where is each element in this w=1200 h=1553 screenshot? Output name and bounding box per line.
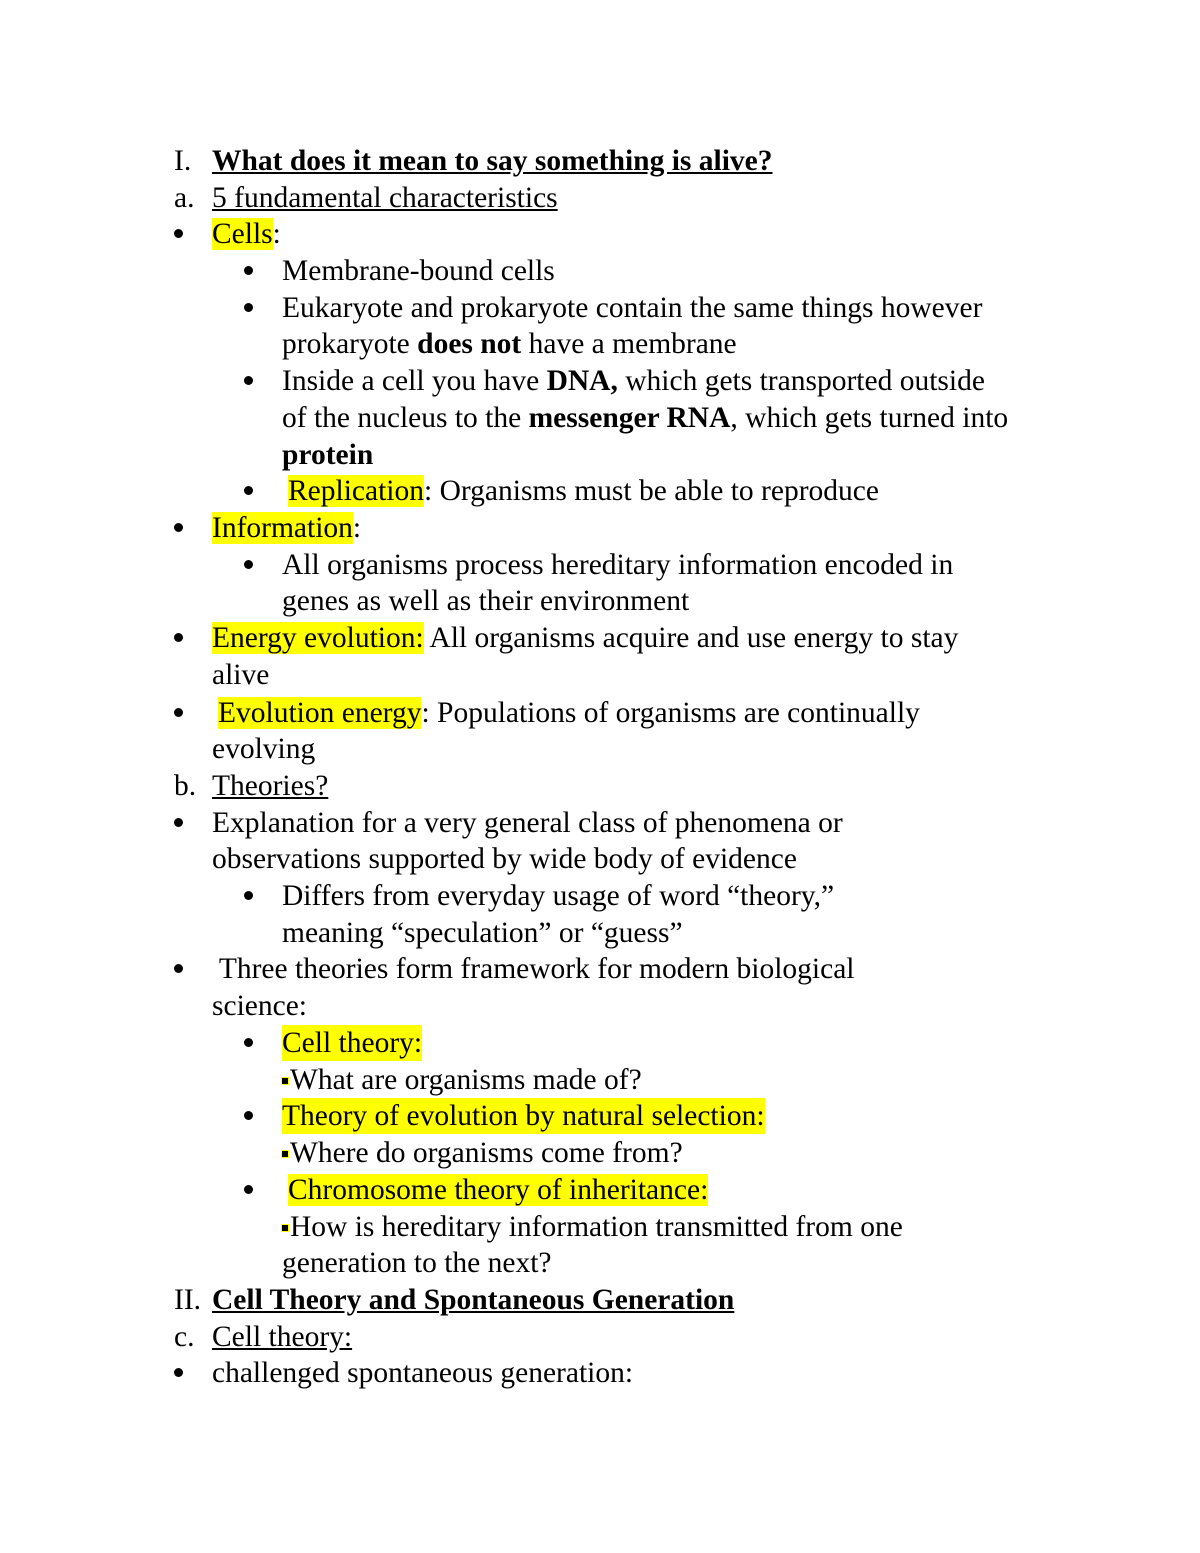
bullet-icon	[174, 510, 183, 546]
cells-text: Cells:	[212, 218, 281, 250]
eukaryote-line-1: Eukaryote and prokaryote contain the same things however	[282, 292, 983, 324]
natural-selection-highlight: Theory of evolution by natural selection:	[282, 1100, 765, 1132]
bullet-icon	[244, 1172, 253, 1208]
hereditary-line-1: All organisms process hereditary information encoded in	[282, 549, 954, 581]
cell-theory-question: What are organisms made of?	[282, 1062, 642, 1098]
bullet-icon	[174, 1355, 183, 1391]
item-a-label: 5 fundamental characteristics	[212, 182, 558, 214]
membrane-text: Membrane-bound cells	[282, 255, 555, 287]
item-a-marker: a.	[174, 182, 195, 214]
item-b-marker: b.	[174, 770, 197, 802]
energy-text: Energy evolution: All organisms acquire and use energy to stay	[212, 622, 959, 654]
evolution-text: Evolution energy: Populations of organisms are continually	[218, 697, 920, 729]
evolution-line-2: evolving	[212, 733, 316, 765]
bullet-icon	[244, 1025, 253, 1061]
replication-highlight: Replication	[288, 475, 424, 507]
eukaryote-line-2: prokaryote does not have a membrane	[282, 328, 737, 360]
bullet-icon	[174, 620, 183, 656]
item-b-label: Theories?	[212, 770, 329, 802]
bullet-icon	[244, 253, 253, 289]
energy-line-2: alive	[212, 659, 270, 691]
bullet-icon	[174, 695, 183, 731]
bullet-icon	[244, 878, 253, 914]
section-2-heading: Cell Theory and Spontaneous Generation	[212, 1284, 735, 1316]
cells-highlight: Cells	[212, 218, 273, 250]
natural-selection-question: Where do organisms come from?	[282, 1135, 683, 1171]
chromosome-question-2: generation to the next?	[282, 1247, 552, 1279]
bullet-icon	[244, 1098, 253, 1134]
item-c-marker: c.	[174, 1321, 195, 1353]
dna-bold: DNA,	[546, 365, 618, 397]
three-theories-line-2: science:	[212, 990, 307, 1022]
section-1-heading: What does it mean to say something is alive?	[212, 145, 773, 177]
chromosome-question-1: How is hereditary information transmitted from one	[282, 1209, 903, 1245]
section-1-numeral: I.	[174, 145, 192, 177]
chromosome-highlight: Chromosome theory of inheritance:	[288, 1174, 709, 1206]
square-bullet-icon	[282, 1151, 288, 1157]
three-theories-line-1: Three theories form framework for modern biological	[212, 953, 855, 985]
does-not-bold: does not	[417, 328, 522, 360]
explanation-line-2: observations supported by wide body of evidence	[212, 843, 797, 875]
bullet-icon	[244, 547, 253, 583]
chromosome-text	[288, 1172, 708, 1208]
square-bullet-icon	[282, 1225, 288, 1231]
dna-line-2: of the nucleus to the messenger RNA, which gets turned into	[282, 402, 1009, 434]
differs-line-1: Differs from everyday usage of word “theory,”	[282, 880, 835, 912]
mrna-bold: messenger RNA	[528, 402, 731, 434]
section-2-numeral: II.	[174, 1284, 202, 1316]
bullet-icon	[174, 951, 183, 987]
dna-line-1: Inside a cell you have DNA, which gets transported outside	[282, 365, 985, 397]
challenged-text: challenged spontaneous generation:	[212, 1357, 634, 1389]
explanation-line-1: Explanation for a very general class of phenomena or	[212, 807, 843, 839]
evolution-highlight: Evolution energy	[218, 697, 422, 729]
bullet-icon	[174, 805, 183, 841]
bullet-icon	[244, 473, 253, 509]
hereditary-line-2: genes as well as their environment	[282, 585, 690, 617]
square-bullet-icon	[282, 1078, 288, 1084]
differs-line-2: meaning “speculation” or “guess”	[282, 917, 683, 949]
protein-bold: protein	[282, 439, 374, 471]
cell-theory-highlight: Cell theory:	[282, 1027, 423, 1059]
energy-highlight: Energy evolution:	[212, 622, 424, 654]
bullet-icon	[244, 363, 253, 399]
replication-text: Replication: Organisms must be able to reproduce	[288, 475, 879, 507]
item-c-label: Cell theory:	[212, 1321, 353, 1353]
bullet-icon	[244, 290, 253, 326]
bullet-icon	[174, 216, 183, 252]
information-highlight: Information	[212, 512, 353, 544]
information-text: Information:	[212, 512, 362, 544]
